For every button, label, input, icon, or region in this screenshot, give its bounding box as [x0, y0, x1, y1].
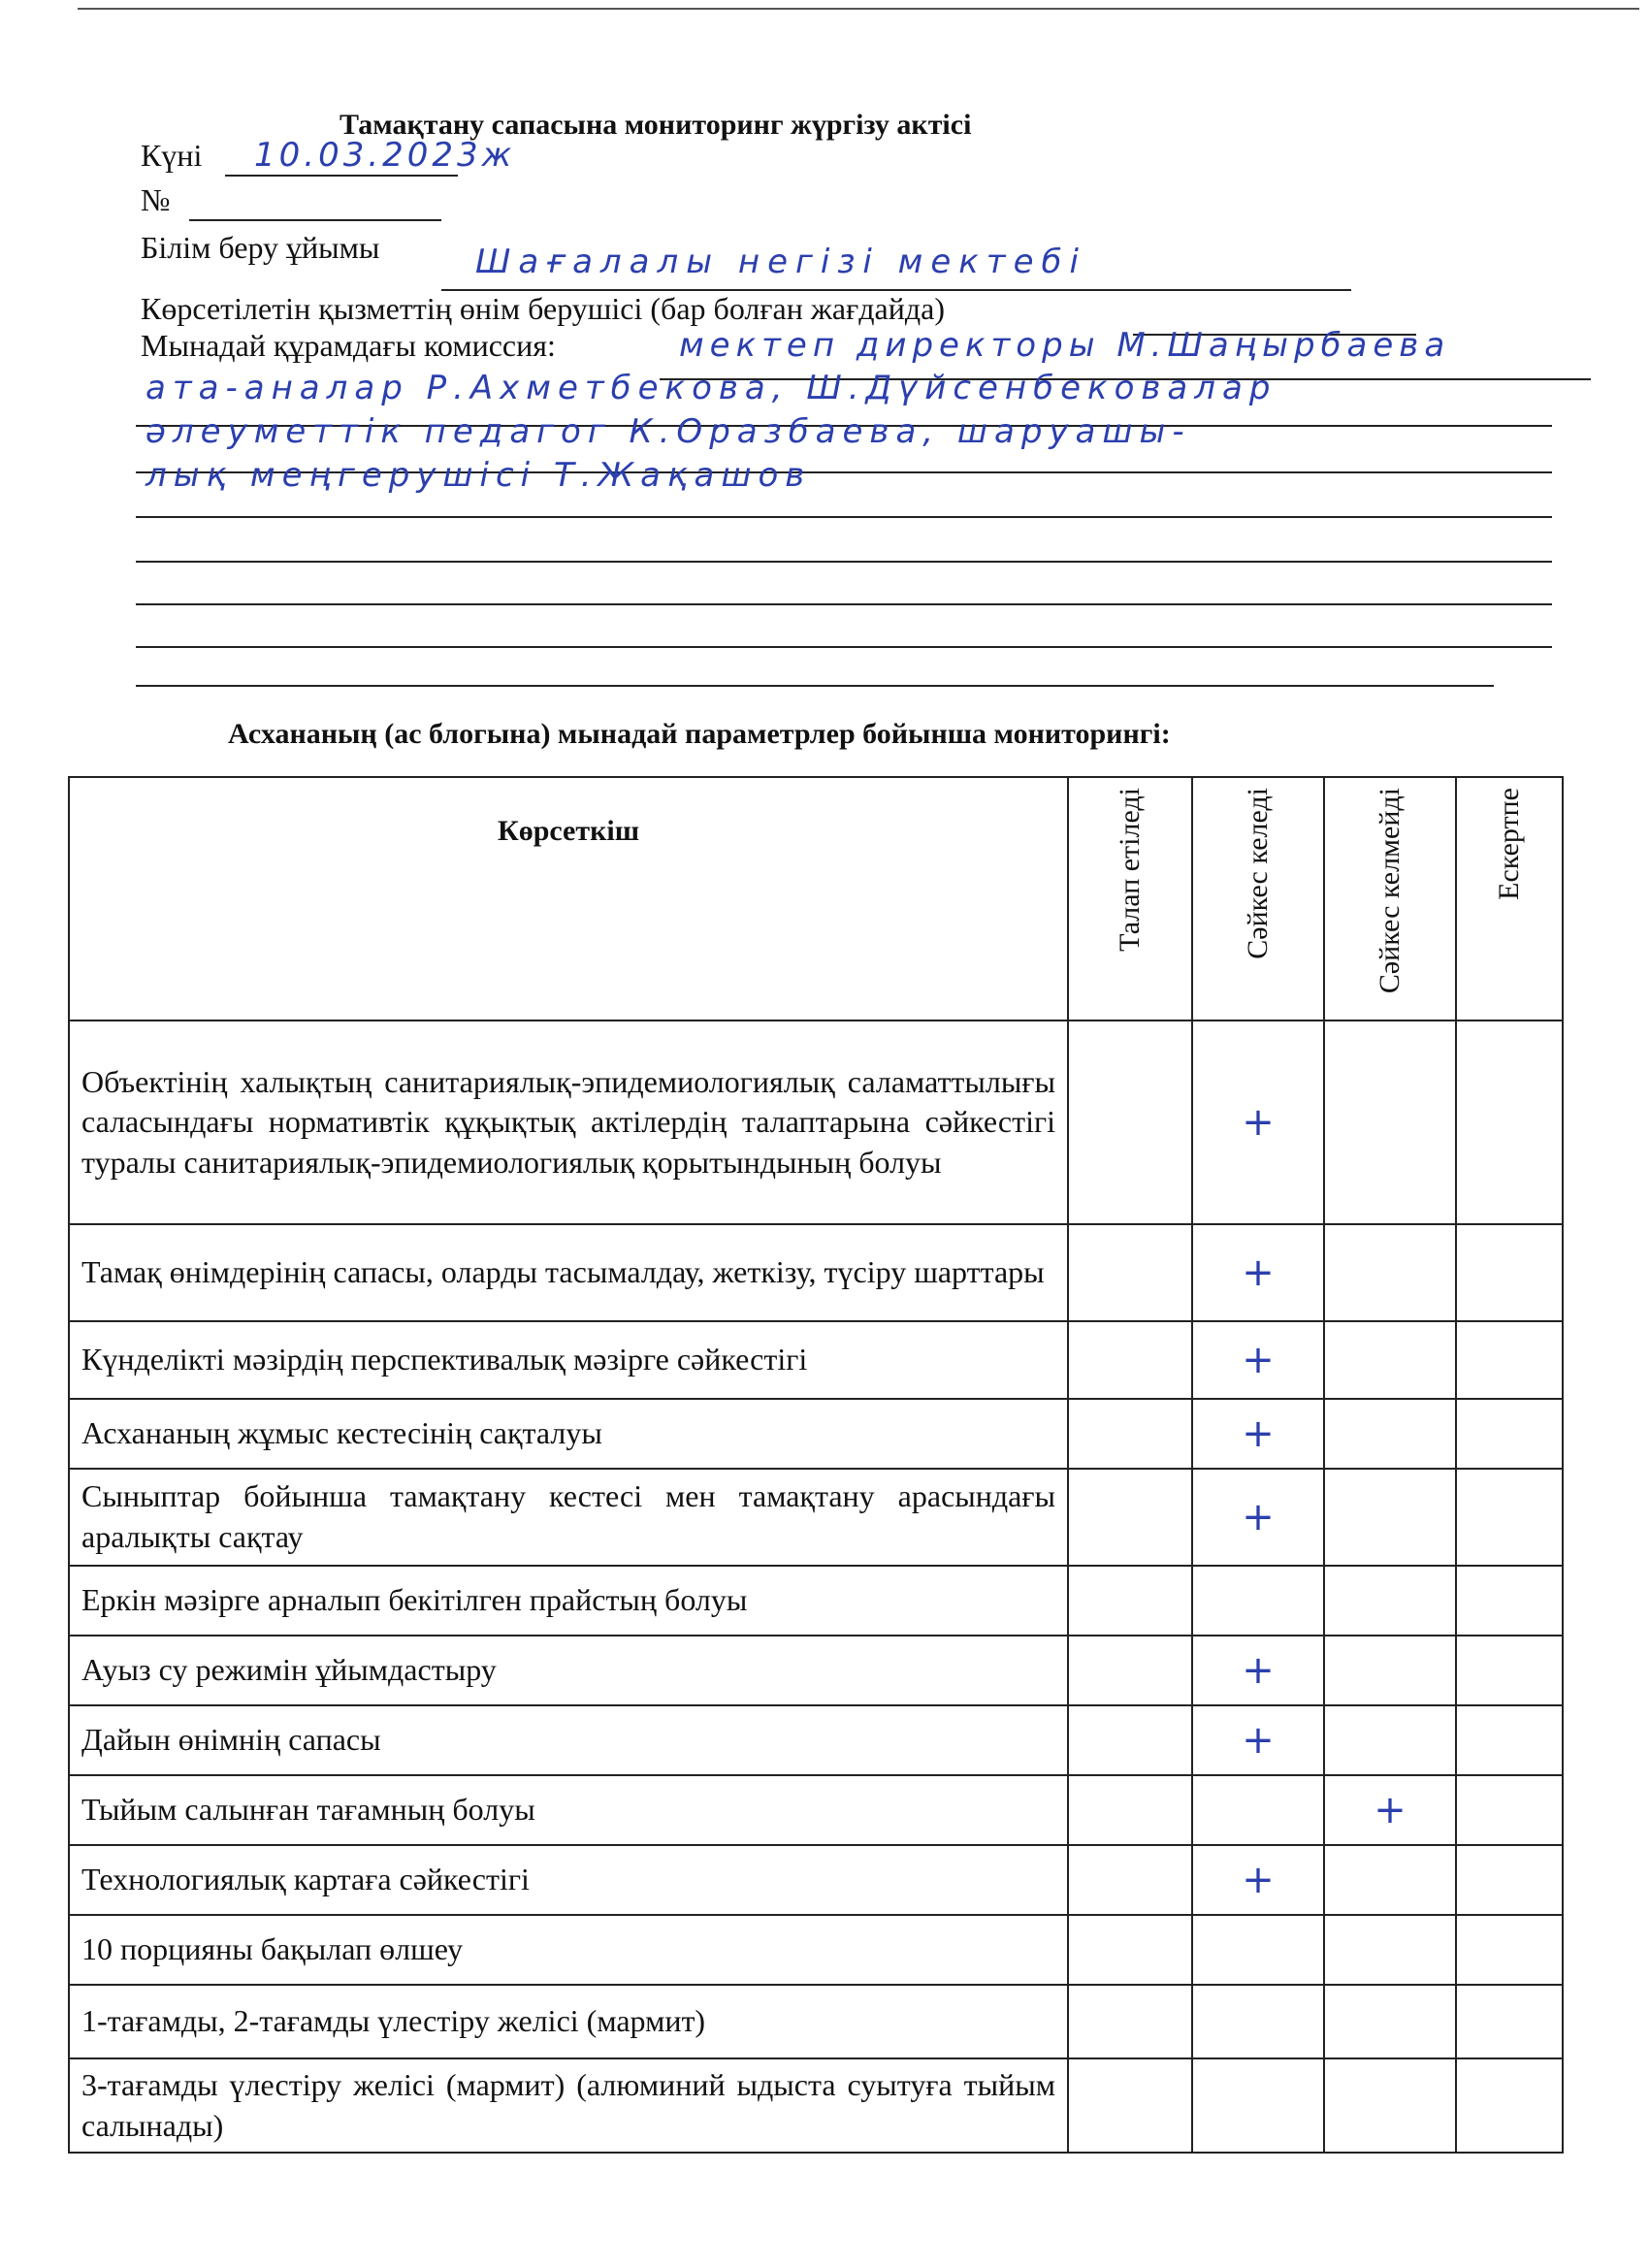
row-indicator: Сыныптар бойынша тамақтану кестесі мен тамақтану арасындағы аралықты сақтау: [69, 1469, 1068, 1566]
header-note: Ескертпе: [1492, 788, 1525, 900]
table-row: [69, 1566, 1563, 1636]
row-required-mark: [1068, 1566, 1192, 1636]
row-indicator: 10 порцияны бақылап өлшеу: [69, 1915, 1068, 1985]
date-underline: [225, 175, 458, 177]
row-required-mark: [1068, 1021, 1192, 1224]
table-header-row: [69, 777, 1563, 1021]
row-indicator: Объектінің халықтың санитариялық-эпидемиологиялық саламаттылығы саласындағы нормативтік құқықтық актілердің талаптарына сәйкестігі туралы санитариялық-эпидемиологиялық қорытындының болуы: [69, 1021, 1068, 1224]
commission-line-2: ата-аналар Р.Ахметбекова, Ш.Дүйсенбековалар: [146, 369, 1277, 407]
monitoring-table: [68, 776, 1564, 2154]
org-value: Шағалалы негізі мектебі: [475, 243, 1086, 281]
row-noncompliant-mark: [1324, 2058, 1456, 2153]
row-indicator: Еркін мәзірге арналып бекітілген прайстың болуы: [69, 1566, 1068, 1636]
row-noncompliant-mark: [1324, 1021, 1456, 1224]
row-compliant-mark: +: [1192, 1224, 1324, 1321]
blank-underline-6: [136, 603, 1552, 605]
row-note-mark: [1456, 1021, 1563, 1224]
date-value: 10.03.2023ж: [254, 136, 516, 175]
org-label: Білім беру ұйымы: [141, 230, 380, 265]
row-noncompliant-mark: [1324, 1399, 1456, 1469]
row-required-mark: [1068, 1636, 1192, 1705]
table-row: [69, 1321, 1563, 1399]
row-noncompliant-mark: [1324, 1469, 1456, 1566]
row-compliant-mark: +: [1192, 1399, 1324, 1469]
row-noncompliant-mark: [1324, 1985, 1456, 2058]
blank-underline-5: [136, 561, 1552, 563]
row-noncompliant-mark: [1324, 1915, 1456, 1985]
row-note-mark: [1456, 1915, 1563, 1985]
row-indicator: Тыйым салынған тағамның болуы: [69, 1775, 1068, 1845]
row-compliant-mark: [1192, 1985, 1324, 2058]
row-required-mark: [1068, 1985, 1192, 2058]
row-note-mark: [1456, 1985, 1563, 2058]
row-noncompliant-mark: [1324, 1566, 1456, 1636]
table-row: [69, 1845, 1563, 1915]
row-required-mark: [1068, 1321, 1192, 1399]
row-indicator: Дайын өнімнің сапасы: [69, 1705, 1068, 1775]
row-compliant-mark: +: [1192, 1321, 1324, 1399]
blank-underline-8: [136, 685, 1494, 687]
header-required: Талап етіледі: [1113, 788, 1146, 952]
table-row: [69, 1705, 1563, 1775]
commission-line-4: лық меңгерушісі Т.Жақашов: [146, 456, 812, 495]
row-note-mark: [1456, 1705, 1563, 1775]
document-title: Тамақтану сапасына мониторинг жүргізу актісі: [340, 109, 972, 141]
blank-underline-7: [136, 646, 1552, 648]
row-required-mark: [1068, 1845, 1192, 1915]
row-note-mark: [1456, 2058, 1563, 2153]
row-indicator: Технологиялық картаға сәйкестігі: [69, 1845, 1068, 1915]
section-subtitle: Асхананың (ас блогына) мынадай параметрлер бойынша мониторингі:: [228, 718, 1171, 750]
row-compliant-mark: +: [1192, 1845, 1324, 1915]
table-row: [69, 1399, 1563, 1469]
row-required-mark: [1068, 1705, 1192, 1775]
header-note-cell: [1456, 777, 1563, 1021]
header-noncompliant: Сәйкес келмейді: [1373, 788, 1406, 994]
row-required-mark: [1068, 1915, 1192, 1985]
row-note-mark: [1456, 1636, 1563, 1705]
commission-line-1: мектеп директоры М.Шаңырбаева: [679, 326, 1451, 365]
row-compliant-mark: [1192, 2058, 1324, 2153]
row-noncompliant-mark: [1324, 1705, 1456, 1775]
row-compliant-mark: [1192, 1775, 1324, 1845]
row-noncompliant-mark: [1324, 1224, 1456, 1321]
table-row: [69, 1021, 1563, 1224]
table-row: [69, 2058, 1563, 2153]
row-indicator: 3-тағамды үлестіру желісі (мармит) (алюминий ыдыста суытуға тыйым салынады): [69, 2058, 1068, 2153]
table-row: [69, 1915, 1563, 1985]
row-note-mark: [1456, 1399, 1563, 1469]
provider-label: Көрсетілетін қызметтің өнім берушісі (бар болған жағдайда): [141, 291, 945, 326]
row-compliant-mark: +: [1192, 1705, 1324, 1775]
row-required-mark: [1068, 1399, 1192, 1469]
page-top-border: [78, 8, 1639, 10]
row-note-mark: [1456, 1224, 1563, 1321]
row-required-mark: [1068, 1224, 1192, 1321]
number-underline: [189, 219, 441, 221]
row-required-mark: [1068, 2058, 1192, 2153]
row-compliant-mark: +: [1192, 1021, 1324, 1224]
commission-line-3: әлеуметтік педагог К.Оразбаева, шаруашы-: [146, 412, 1191, 451]
date-label: Күні: [141, 138, 203, 173]
row-compliant-mark: [1192, 1566, 1324, 1636]
header-compliant-cell: [1192, 777, 1324, 1021]
row-noncompliant-mark: +: [1324, 1775, 1456, 1845]
row-required-mark: [1068, 1775, 1192, 1845]
row-note-mark: [1456, 1775, 1563, 1845]
row-compliant-mark: +: [1192, 1469, 1324, 1566]
row-note-mark: [1456, 1469, 1563, 1566]
table-row: [69, 1469, 1563, 1566]
row-required-mark: [1068, 1469, 1192, 1566]
table-row: [69, 1224, 1563, 1321]
row-noncompliant-mark: [1324, 1845, 1456, 1915]
header-required-cell: [1068, 777, 1192, 1021]
table-row: [69, 1775, 1563, 1845]
header-indicator: Көрсеткіш: [69, 777, 1068, 1021]
commission-label: Мынадай құрамдағы комиссия:: [141, 328, 556, 363]
row-indicator: Асхананың жұмыс кестесінің сақталуы: [69, 1399, 1068, 1469]
row-note-mark: [1456, 1566, 1563, 1636]
table-row: [69, 1636, 1563, 1705]
row-note-mark: [1456, 1845, 1563, 1915]
row-noncompliant-mark: [1324, 1636, 1456, 1705]
row-indicator: Күнделікті мәзірдің перспективалық мәзірге сәйкестігі: [69, 1321, 1068, 1399]
row-compliant-mark: [1192, 1915, 1324, 1985]
number-label: №: [141, 182, 171, 217]
header-compliant: Сәйкес келеді: [1241, 788, 1274, 959]
row-compliant-mark: +: [1192, 1636, 1324, 1705]
header-noncompliant-cell: [1324, 777, 1456, 1021]
row-indicator: Тамақ өнімдерінің сапасы, оларды тасымалдау, жеткізу, түсіру шарттары: [69, 1224, 1068, 1321]
commission-underline-4: [136, 516, 1552, 518]
row-note-mark: [1456, 1321, 1563, 1399]
row-noncompliant-mark: [1324, 1321, 1456, 1399]
row-indicator: 1-тағамды, 2-тағамды үлестіру желісі (мармит): [69, 1985, 1068, 2058]
table-row: [69, 1985, 1563, 2058]
row-indicator: Ауыз су режимін ұйымдастыру: [69, 1636, 1068, 1705]
